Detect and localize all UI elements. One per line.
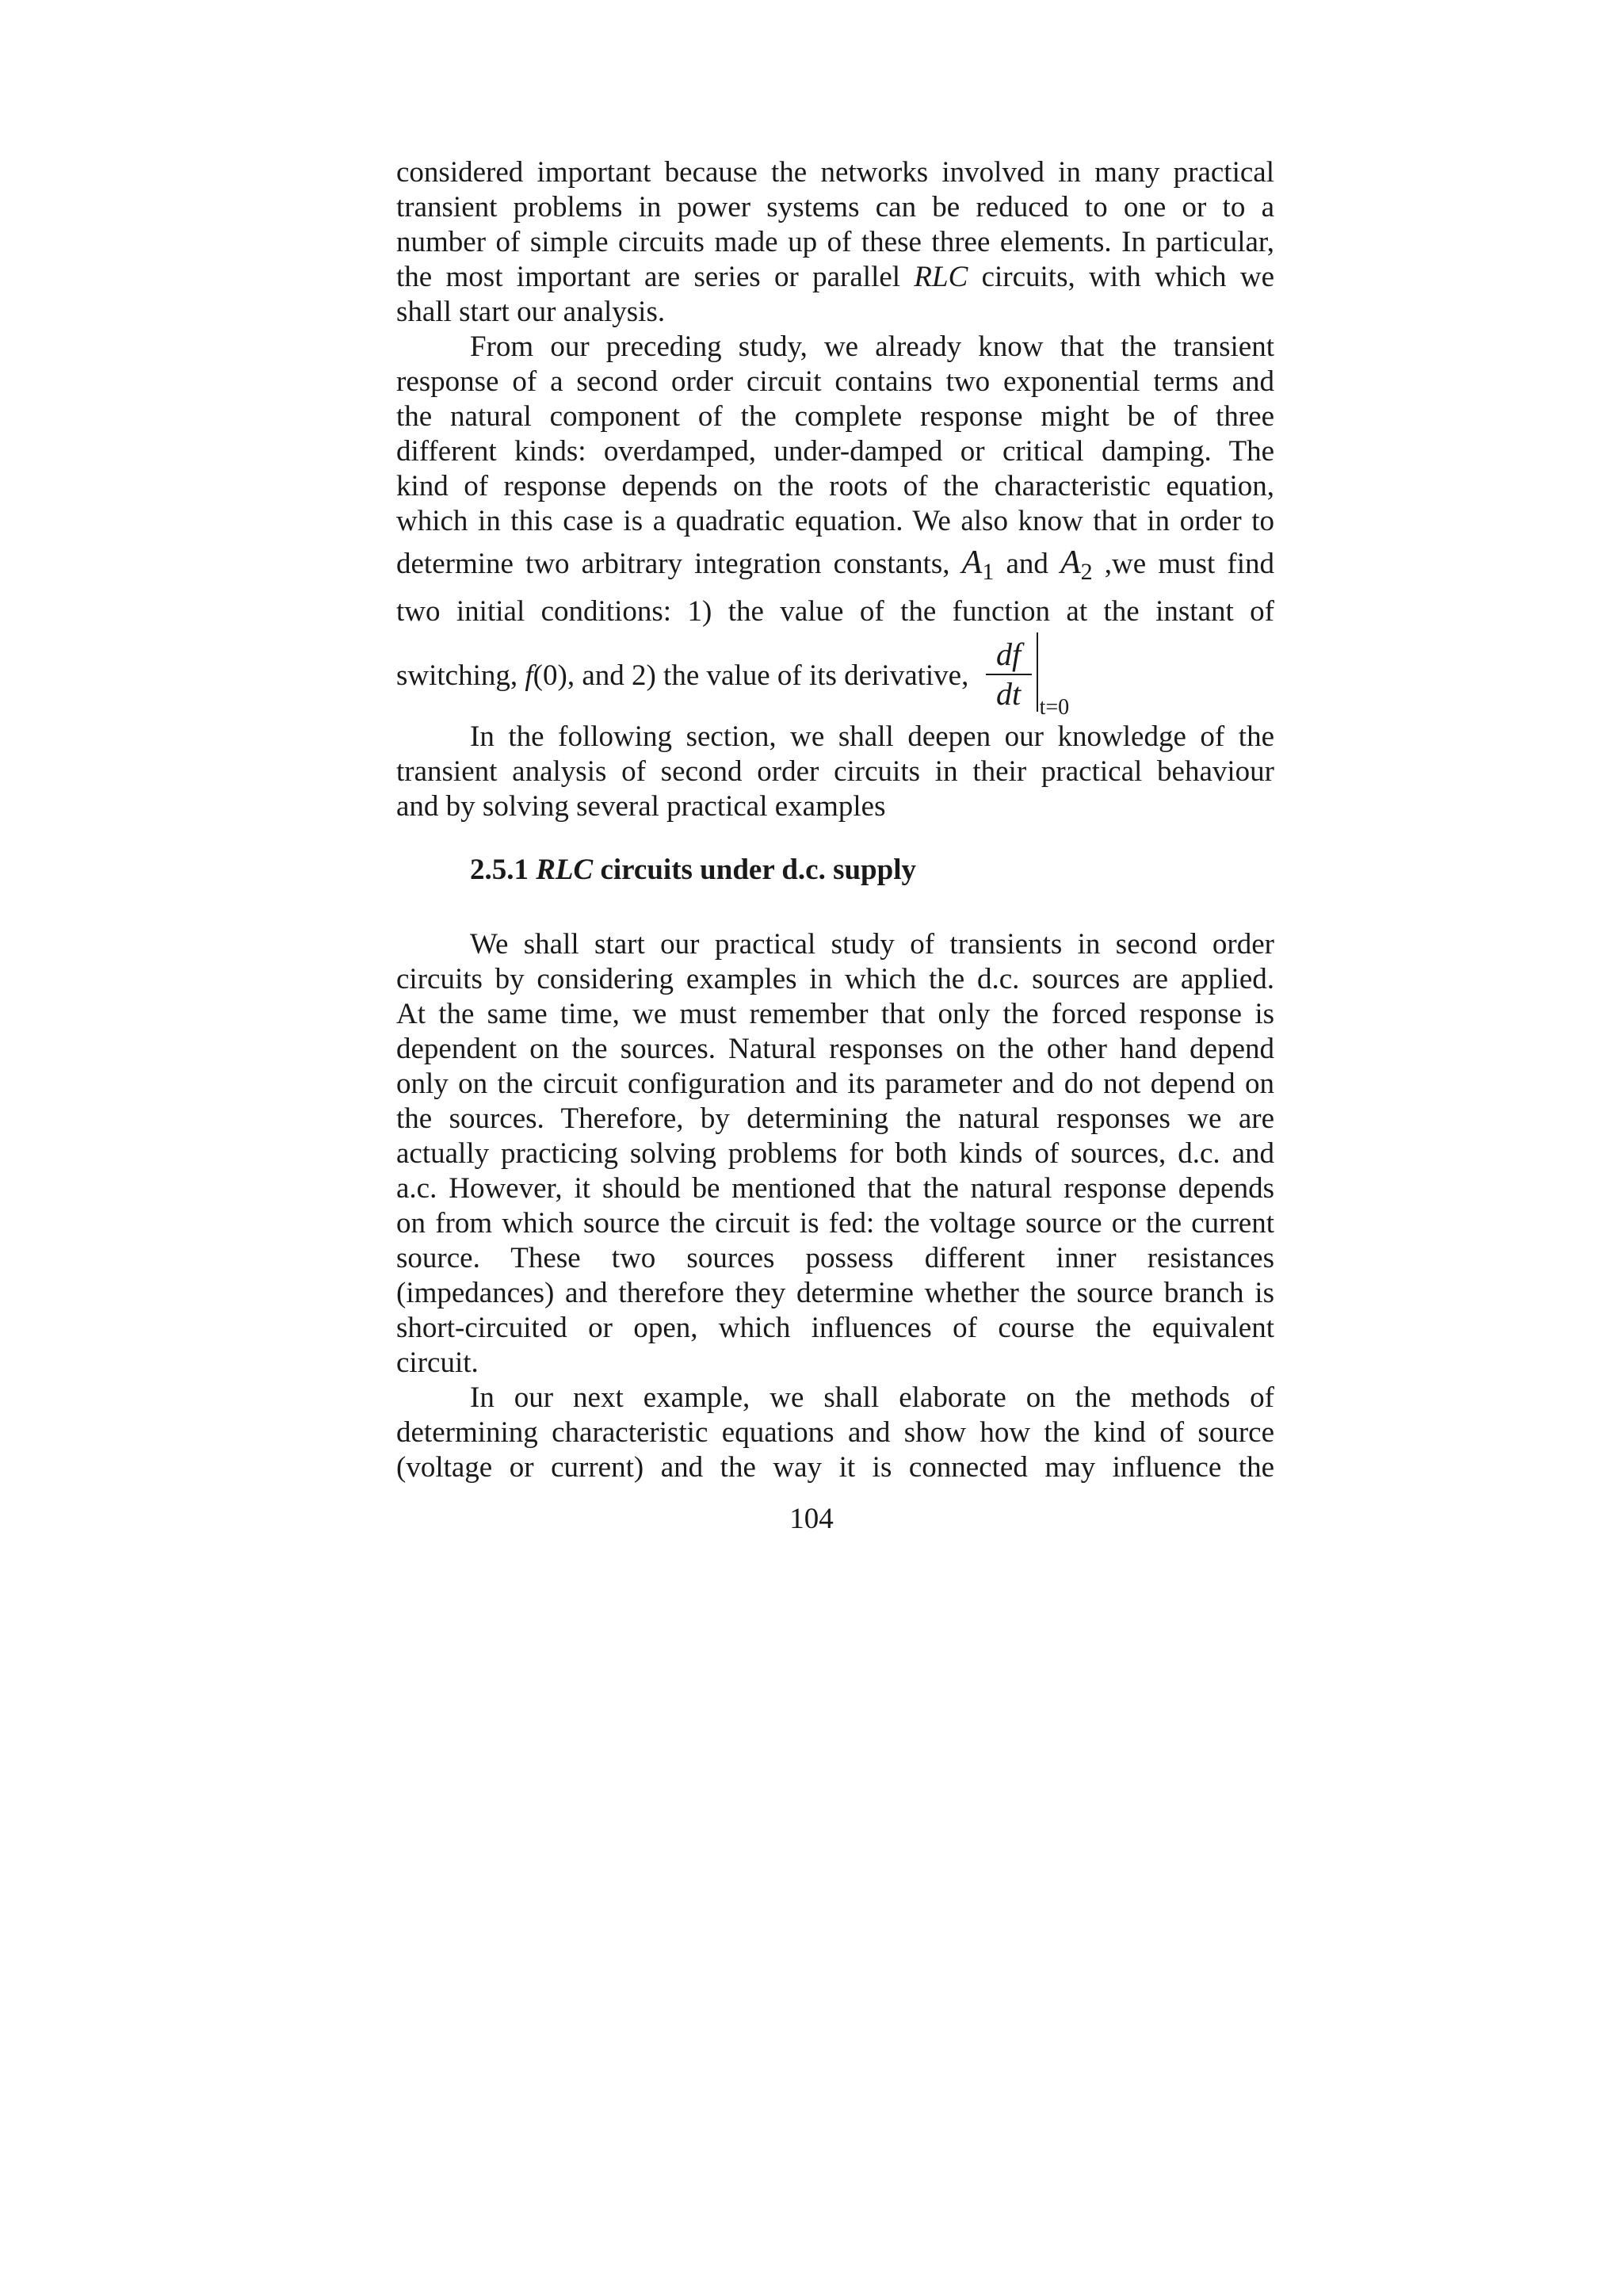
paragraph-5: [396, 1381, 1274, 1485]
paragraph-2: [396, 330, 1274, 720]
text-line: circuits by considering examples in which the d.c. sources are applied.: [396, 963, 1274, 995]
rlc-term: RLC: [914, 261, 968, 293]
text-segment: and: [994, 548, 1061, 580]
constant-a2-subscript: 2: [1080, 559, 1093, 585]
text-line: [396, 545, 1274, 590]
constant-a1-subscript: 1: [982, 559, 995, 585]
text-line: number of simple circuits made up of these three elements. In particular,: [396, 226, 1274, 258]
evaluation-bar: [1037, 632, 1038, 712]
text-segment: (0), and 2) the value of its derivative,: [533, 659, 976, 692]
text-line: the sources. Therefore, by determining the natural responses we are: [396, 1102, 1274, 1135]
text-line: two initial conditions: 1) the value of the function at the instant of: [396, 595, 1274, 628]
text-line: considered important because the networks involved in many practical: [396, 156, 1274, 189]
constant-a2-symbol: A: [1060, 544, 1081, 581]
text-line: We shall start our practical study of transients in second order: [470, 928, 1274, 961]
text-line: the natural component of the complete response might be of three: [396, 400, 1274, 433]
text-segment: determine two arbitrary integration constants,: [396, 548, 962, 580]
constant-a2: [1060, 544, 1093, 585]
paragraph-4: [396, 927, 1274, 1381]
function-symbol: f: [525, 659, 533, 692]
text-line: (impedances) and therefore they determine whether the source branch is: [396, 1277, 1274, 1309]
text-line: and by solving several practical examples: [396, 790, 886, 823]
text-line: only on the circuit configuration and its parameter and do not depend on: [396, 1068, 1274, 1100]
text-line: dependent on the sources. Natural responses on the other hand depend: [396, 1033, 1274, 1065]
text-line: determining characteristic equations and show how the kind of source: [396, 1416, 1274, 1449]
section-heading: [470, 853, 1274, 888]
text-segment: circuits, with which we: [968, 261, 1275, 293]
text-line: At the same time, we must remember that only the forced response is: [396, 998, 1274, 1030]
heading-rlc: RLC: [536, 854, 594, 886]
text-line: transient problems in power systems can be reduced to one or to a: [396, 191, 1274, 223]
constant-a1: [961, 544, 995, 585]
text-segment: switching,: [396, 659, 525, 692]
text-line: [396, 260, 1274, 295]
text-line: From our preceding study, we already know that the transient: [470, 330, 1274, 363]
text-line: kind of response depends on the roots of the characteristic equation,: [396, 470, 1274, 502]
text-segment: ,we must find: [1092, 548, 1274, 580]
section-number: 2.5.1: [470, 854, 537, 886]
heading-text: circuits under d.c. supply: [593, 854, 916, 886]
paragraph-3: [396, 720, 1274, 824]
text-line: response of a second order circuit contains two exponential terms and: [396, 365, 1274, 398]
text-line: transient analysis of second order circuits in their practical behaviour: [396, 755, 1274, 788]
evaluation-subscript: t=0: [1039, 695, 1070, 720]
text-line: (voltage or current) and the way it is connected may influence the: [396, 1451, 1274, 1484]
text-segment: the most important are series or parallel: [396, 261, 915, 293]
text-line: on from which source the circuit is fed: the voltage source or the current: [396, 1207, 1274, 1240]
text-line: In our next example, we shall elaborate on the methods of: [470, 1381, 1274, 1414]
text-line: shall start our analysis.: [396, 296, 666, 328]
text-line: short-circuited or open, which influences of course the equivalent: [396, 1312, 1274, 1344]
fraction-denominator: dt: [996, 676, 1022, 712]
derivative-fraction: [986, 632, 1032, 713]
page-number: 104: [789, 1503, 834, 1535]
text-line: a.c. However, it should be mentioned that the natural response depends: [396, 1172, 1274, 1205]
derivative-line: [396, 632, 1274, 720]
paragraph-1: [396, 155, 1274, 330]
text-line: actually practicing solving problems for both kinds of sources, d.c. and: [396, 1137, 1274, 1170]
derivative-expression: [986, 632, 1070, 720]
body-text: [396, 155, 1274, 1485]
text-line: which in this case is a quadratic equation. We also know that in order to: [396, 505, 1274, 537]
text-line: source. These two sources possess different inner resistances: [396, 1242, 1274, 1274]
fraction-numerator: df: [996, 636, 1022, 672]
text-line: circuit.: [396, 1347, 479, 1379]
text-line: In the following section, we shall deepen our knowledge of the: [470, 720, 1274, 753]
text-line: different kinds: overdamped, under-damped or critical damping. The: [396, 435, 1274, 468]
constant-a1-symbol: A: [961, 544, 983, 581]
